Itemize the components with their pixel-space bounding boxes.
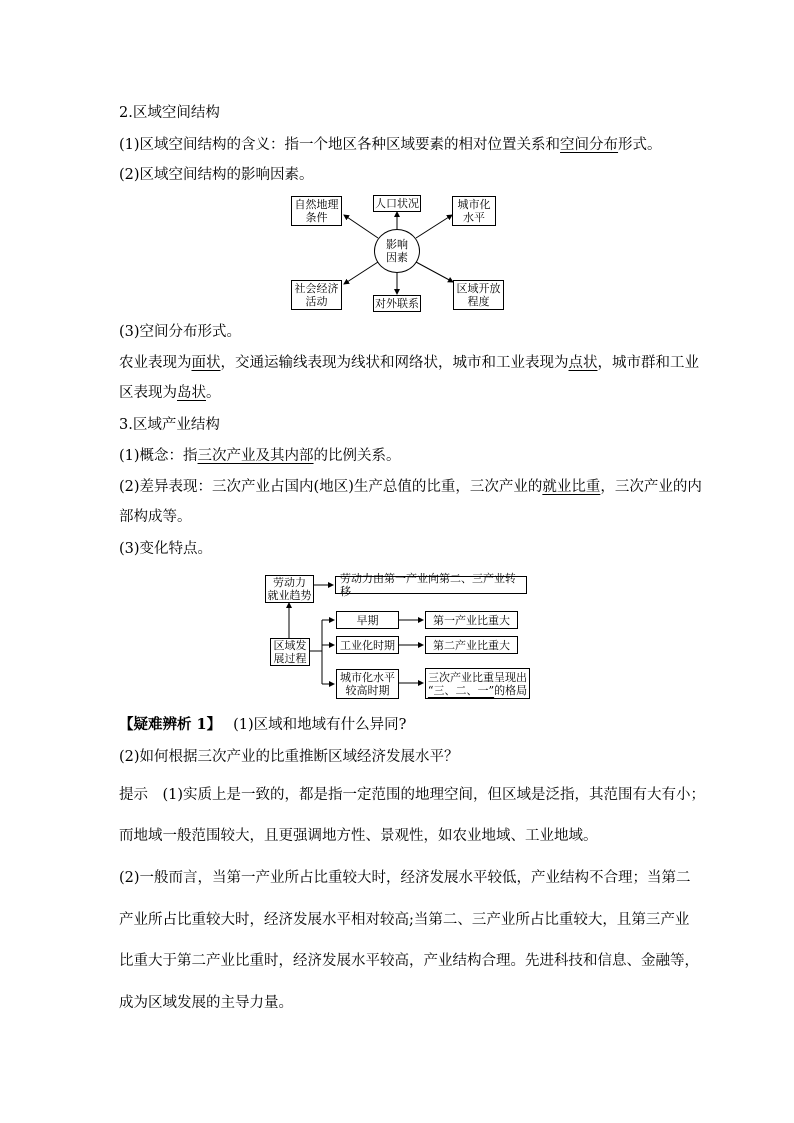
factor-urbanization: 城市化 水平 — [452, 196, 496, 226]
result-urban-underlined: “三、二、一” — [427, 683, 495, 697]
factor-external: 对外联系 — [375, 297, 419, 310]
influence-center: 影响 因素 — [374, 229, 420, 273]
s2-paragraph-2: (2)区域空间结构的影响因素。 — [119, 167, 314, 183]
factor-openness: 区域开放 程度 — [453, 280, 504, 310]
answer-1-line-2: 而地域一般范围较大，且更强调地方性、景观性，如农业地域、工业地域。 — [119, 828, 598, 844]
s2-p1-text-end: 形式。 — [618, 137, 662, 153]
answer-2-line-2: 产业所占比重较大时，经济发展水平相对较高;当第二、三产业所占比重较大，且第三产业 — [119, 912, 690, 928]
s2-p4-underlined-b: 点状 — [568, 355, 598, 371]
s3-paragraph-3: 部构成等。 — [119, 509, 192, 525]
s2-p5-text-a: 区表现为 — [119, 385, 177, 401]
s2-p1-underlined: 空间分布 — [560, 137, 619, 153]
result-early: 第一产业比重大 — [425, 611, 518, 629]
stage-urban: 城市化水平 较高时期 — [336, 669, 399, 699]
s2-p4-text-a: 农业表现为 — [119, 355, 192, 371]
s2-p1-text: (1)区域空间结构的含义：指一个地区各种区域要素的相对位置关系和 — [119, 137, 561, 153]
s3-p2-text: (2)差异表现：三次产业占国内(地区)生产总值的比重，三次产业的 — [119, 479, 543, 495]
s2-p4-text-c: ，城市群和工业 — [597, 355, 699, 371]
s2-p4-underlined-a: 面状 — [191, 355, 221, 371]
s3-p1-text: (1)概念：指 — [119, 448, 198, 464]
stage-industrial: 工业化时期 — [336, 636, 399, 654]
section-2-heading: 2.区域空间结构 — [119, 105, 220, 121]
stage-early: 早期 — [336, 611, 399, 629]
labor-trend-box: 劳动力 就业趋势 — [265, 575, 314, 603]
s3-p1-text-end: 的比例关系。 — [313, 448, 401, 464]
s2-p5-text-b: 。 — [206, 385, 221, 401]
answer-1-line-1: 提示 (1)实质上是一致的，都是指一定范围的地理空间，但区域是泛指，其范围有大有小； — [119, 787, 706, 803]
development-process-box: 区域发 展过程 — [270, 638, 310, 666]
s2-paragraph-3: (3)空间分布形式。 — [119, 324, 242, 340]
result-urban-line1: 三次产业比重呈现出 — [428, 670, 527, 684]
s3-p1-underlined: 三次产业及其内部 — [197, 448, 314, 464]
factor-social: 社会经济 活动 — [291, 280, 342, 310]
factor-natural: 自然地理 条件 — [291, 196, 342, 226]
answer-2-line-3: 比重大于第二产业比重时，经济发展水平较高，产业结构合理。先进科技和信息、金融等， — [119, 953, 699, 969]
s2-p5-underlined-a: 岛状 — [177, 385, 206, 401]
factor-population: 人口状况 — [375, 197, 419, 210]
section-3-heading: 3.区域产业结构 — [119, 417, 220, 433]
result-urban-line2 — [428, 684, 527, 697]
s3-paragraph-4: (3)变化特点。 — [119, 541, 213, 557]
s3-p2-underlined: 就业比重 — [542, 479, 601, 495]
doubt-label: 【疑难辨析 1】 — [119, 716, 222, 733]
s2-p4-text-b: ，交通运输线表现为线状和网络状，城市和工业表现为 — [220, 355, 569, 371]
question-1: (1)区域和地域有什么异同? — [233, 717, 407, 733]
s3-p2-text-end: ，三次产业的内 — [600, 479, 702, 495]
question-2: (2)如何根据三次产业的比重推断区域经济发展水平？ — [119, 749, 459, 765]
question-block-line-1 — [119, 716, 406, 734]
answer-2-line-4: 成为区域发展的主导力量。 — [119, 995, 293, 1011]
result-urban — [425, 668, 530, 699]
answer-2-line-1: (2)一般而言，当第一产业所占比重较大时，经济发展水平较低，产业结构不合理；当第二 — [119, 870, 691, 886]
result-industrial: 第二产业比重大 — [425, 636, 518, 654]
labor-shift-box: 劳动力由第一产业向第二、三产业转移 — [335, 576, 527, 594]
result-urban-line2-end: 的格局 — [494, 683, 528, 697]
